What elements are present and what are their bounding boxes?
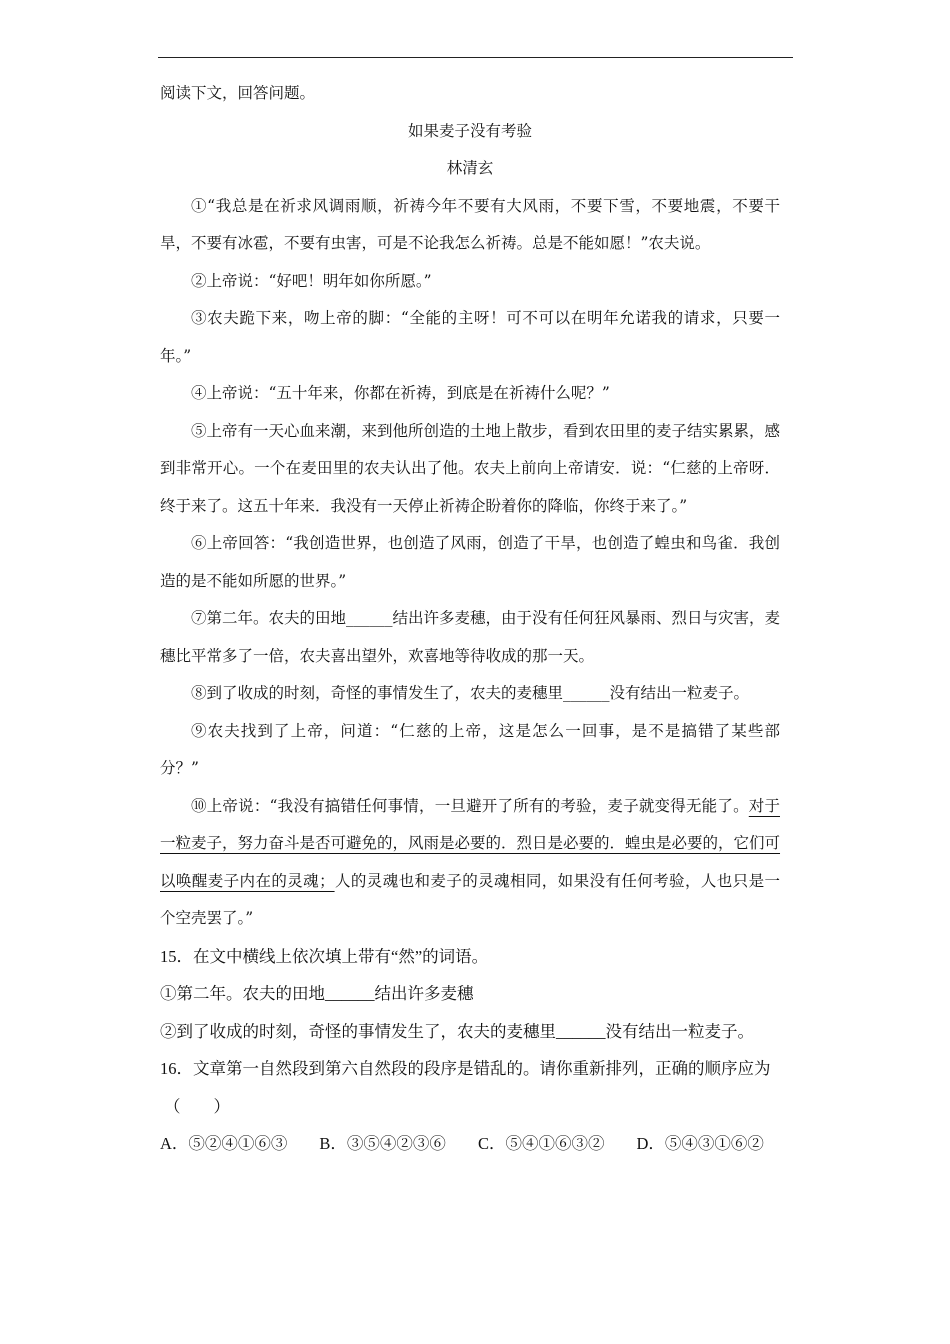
paragraph-7: ⑦第二年。农夫的田地______结出许多麦穗，由于没有任何狂风暴雨、烈日与灾害，麦穗比平常多了一倍，农夫喜出望外，欢喜地等待收成的那一天。 [160,609,781,665]
paragraph-6: ⑥上帝回答：“我创造世界，也创造了风雨，创造了干旱，也创造了蝗虫和鸟雀．我创造的是不能如所愿的世界。” [160,534,780,590]
paragraph-1: ①“我总是在祈求风调雨顺，祈祷今年不要有大风雨，不要下雪，不要地震，不要干旱，不要有冰雹，不要有虫害，可是不论我怎么祈祷。总是不能如愿！”农夫说。 [160,196,780,252]
option-a: A．⑤②④①⑥③ [160,1134,288,1153]
paragraph-10-after: 人的灵魂也和麦子的灵魂相同，如果没有任何考验，人也只是一个空壳罢了。” [160,871,780,927]
article-author: 林清玄 [446,159,494,177]
paragraph-4: ④上帝说：“五十年来，你都在祈祷，到底是在祈祷什么呢？” [191,384,610,402]
paragraph-2: ②上帝说：“好吧！明年如你所愿。” [191,271,432,290]
question-15-item-2: ②到了收成的时刻，奇怪的事情发生了，农夫的麦穗里______没有结出一粒麦子。 [160,1021,754,1041]
question-16-options [160,1125,780,1163]
document-body [160,75,780,1163]
paragraph-10 [160,788,780,938]
option-b: B．③⑤④②③⑥ [319,1134,446,1153]
paragraph-10-before: ⑩上帝说：“我没有搞错任何事情，一旦避开了所有的考验，麦子就变得无能了。 [191,796,749,815]
option-d: D．⑤④③①⑥② [636,1134,764,1153]
option-c: C．⑤④①⑥③② [477,1134,605,1153]
question-16-stem: 16．文章第一自然段到第六自然段的段序是错乱的。请你重新排列，正确的顺序应为 [160,1059,771,1078]
article-title: 如果麦子没有考验 [407,121,532,140]
paragraph-8: ⑧到了收成的时刻，奇怪的事情发生了，农夫的麦穗里______没有结出一粒麦子。 [191,684,750,702]
question-16-answer-paren: （ ） [164,1096,230,1116]
paragraph-9: ⑨农夫找到了上帝，问道：“仁慈的上帝，这是怎么一回事，是不是搞错了某些部分？” [160,721,780,777]
reading-instruction: 阅读下文，回答问题。 [160,84,316,102]
question-15-stem: 15．在文中横线上依次填上带有“然”的词语。 [160,946,489,966]
paragraph-5: ⑤上帝有一天心血来潮，来到他所创造的土地上散步，看到农田里的麦子结实累累，感到非常开心。一个在麦田里的农夫认出了他。农夫上前向上帝请安．说：“仁慈的上帝呀．终于来了。这五十年来．我没有一天停止祈祷企盼着你的降临，你终于来了。” [160,421,781,515]
paragraph-10-underlined: 对于一粒麦子，努力奋斗是否可避免的，风雨是必要的．烈日是必要的．蝗虫是必要的，它们可以唤醒麦子内在的灵魂； [160,796,781,890]
question-15-item-1: ①第二年。农夫的田地______结出许多麦穗 [160,984,474,1003]
paragraph-3: ③农夫跪下来，吻上帝的脚：“全能的主呀！可不可以在明年允诺我的请求，只要一年。” [160,309,780,365]
header-rule [158,57,793,58]
